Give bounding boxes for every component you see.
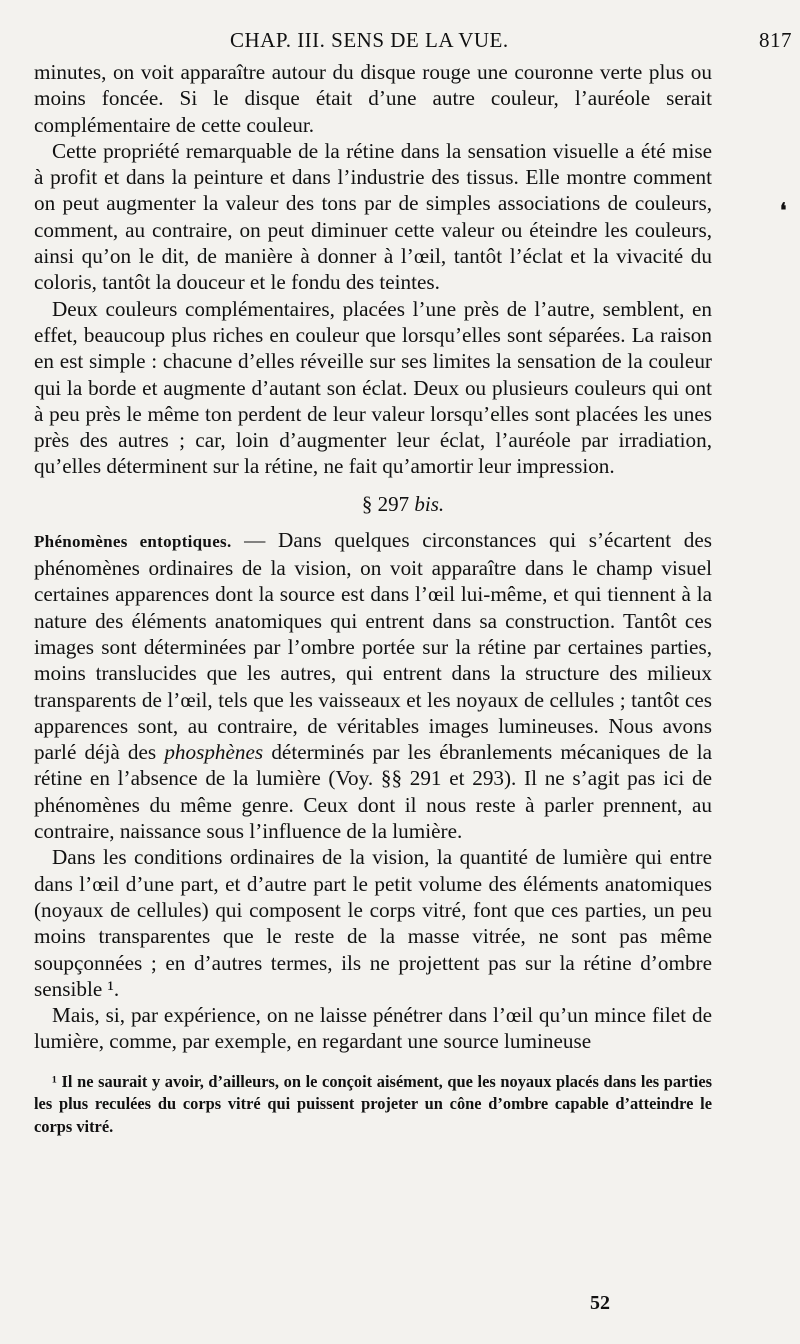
run-in-heading: Phénomènes entoptiques. — [34, 531, 232, 551]
page-number: 817 — [759, 28, 792, 52]
margin-mark: ❛ — [780, 200, 787, 222]
running-head — [230, 28, 792, 53]
running-title: CHAP. III. SENS DE LA VUE. — [230, 28, 509, 52]
footnote-1: ¹ Il ne saurait y avoir, d’ailleurs, on le conçoit aisément, que les noyaux placés dans les parties les plus reculées du corps vitré qui puissent projeter un cône d’ombre capable d’atteindre le corps vitré. — [34, 1071, 712, 1136]
paragraph-4-text-continued: déterminés par les ébranlements mécaniques de la rétine en l’absence de la lumière (Voy. §§ 291 et 293). Il ne s’agit pas ici de phénomènes du même genre. Ceux dont il nous reste à parler prennent, au contraire, naissance sous l’influence de la lumière. — [34, 740, 712, 844]
section-heading — [34, 492, 712, 517]
paragraph-3: Deux couleurs complémentaires, placées l’une près de l’autre, semblent, en effet, beaucoup plus riches en couleur que lorsqu’elles sont séparées. La raison en est simple : chacune d’elles réveille sur ses limites la sensation de la couleur qui la borde et augmente d’autant son éclat. Deux ou plusieurs couleurs qui ont à peu près le même ton perdent de leur valeur lorsqu’elles sont placées les unes près des autres ; car, loin d’augmenter leur éclat, l’auréole par irradiation, qu’elles déterminent sur la rétine, ne fait qu’amortir leur impression. — [34, 296, 712, 479]
paragraph-1: minutes, on voit apparaître autour du disque rouge une couronne verte plus ou moins foncée. Si le disque était d’une autre couleur, l’auréole serait complémentaire de cette couleur. — [34, 60, 712, 137]
section-number: § 297 — [361, 491, 410, 516]
footnotes — [34, 1071, 712, 1139]
paragraph-4-italic: phosphènes — [164, 740, 264, 765]
paragraph-4-text: — Dans quelques circonstances qui s’écartent des phénomènes ordinaires de la vision, on voit apparaître dans le champ visuel certaines apparences dont la source est dans l’œil lui-même, et qui tiennent à la nature des éléments anatomiques qui entrent dans sa construction. Tantôt ces images sont déterminées par l’ombre portée sur la rétine par certaines parties, moins translucides que les autres, qui entrent dans la structure des milieux transparents de l’œil, tels que les vaisseaux et les noyaux de cellules ; tantôt ces apparences sont, au contraire, de véritables images lumineuses. Nous avons parlé déjà des — [34, 527, 713, 765]
paragraph-4 — [34, 527, 712, 845]
body-text — [34, 59, 712, 1055]
section-suffix: bis. — [414, 491, 445, 516]
paragraph-2: Cette propriété remarquable de la rétine dans la sensation visuelle a été mise à profit et dans la peinture et dans l’industrie des tissus. Elle montre comment on peut augmenter la valeur des tons par de simples associations de couleurs, comment, au contraire, on peut diminuer cette valeur ou éteindre les couleurs, ainsi qu’on le dit, de manière à donner à l’œil, tantôt l’éclat et la vivacité du coloris, tantôt la douceur et le fondu des teintes. — [34, 138, 712, 295]
signature-mark: 52 — [590, 1292, 610, 1314]
paragraph-6: Mais, si, par expérience, on ne laisse pénétrer dans l’œil qu’un mince filet de lumière, comme, par exemple, en regardant une source lumineuse — [34, 1003, 712, 1054]
paragraph-5: Dans les conditions ordinaires de la vision, la quantité de lumière qui entre dans l’œil d’une part, et d’autre part le petit volume des éléments anatomiques (noyaux de cellules) qui composent le corps vitré, font que ces parties, un peu moins transparentes que le reste de la masse vitrée, ne sont pas même soupçonnées ; en d’autres termes, ils ne projettent pas sur la rétine d’ombre sensible ¹. — [34, 845, 712, 1001]
